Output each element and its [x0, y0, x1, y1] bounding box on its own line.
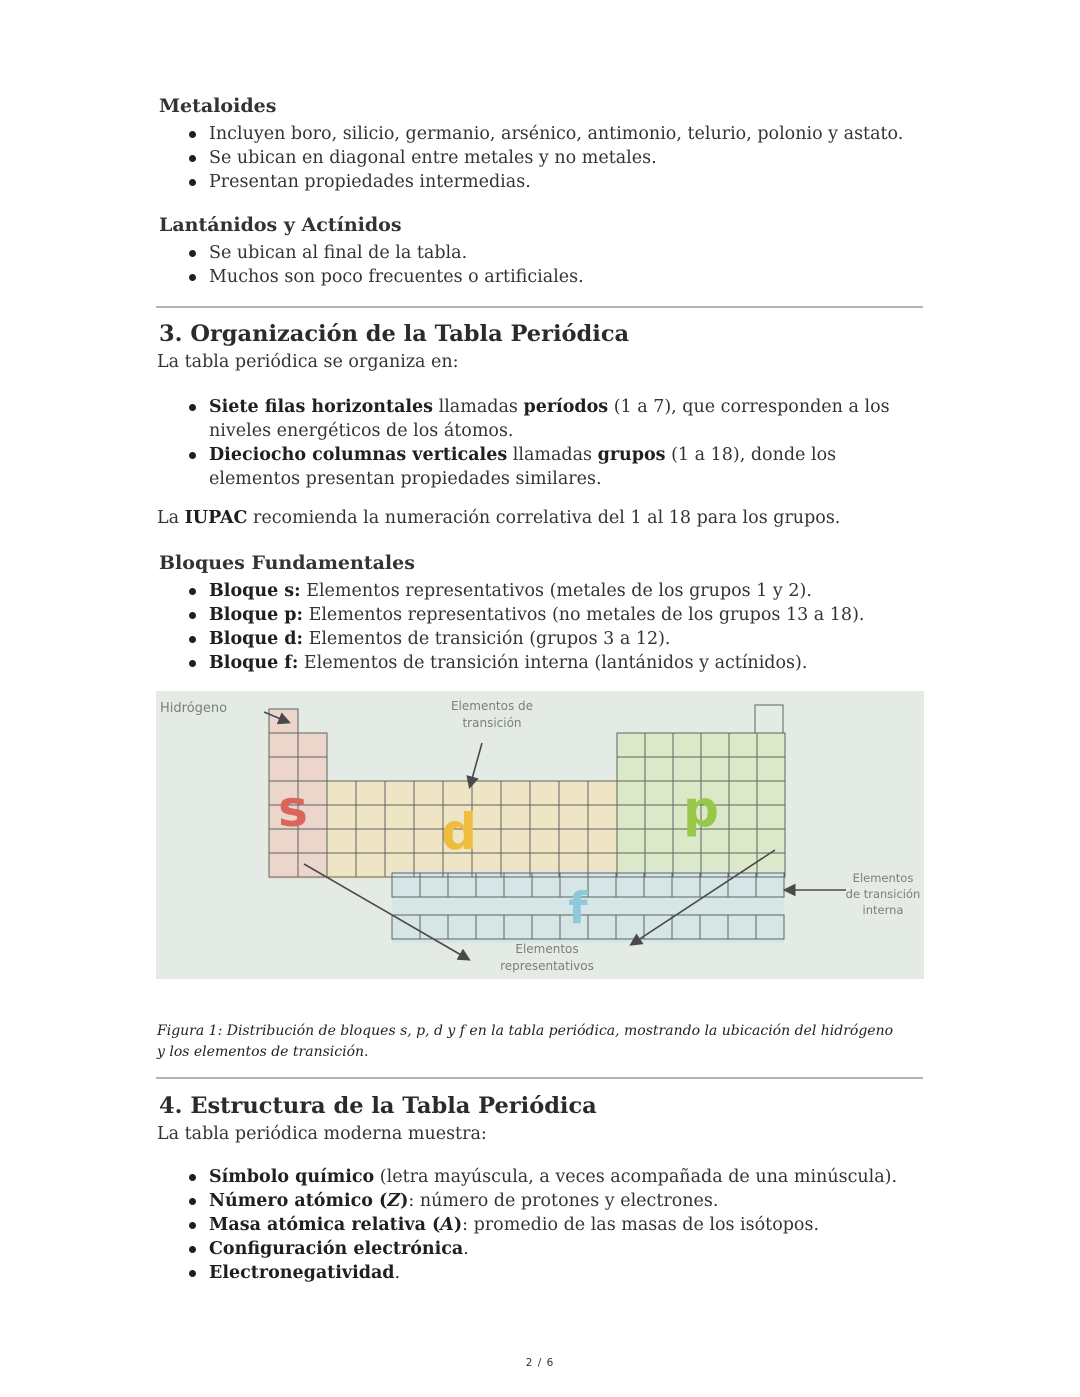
- list-item: [186, 627, 916, 651]
- text-run: : promedio de las masas de los isótopos.: [462, 1215, 820, 1235]
- text-run: La: [157, 508, 185, 528]
- text-run: (letra mayúscula, a veces acompañada de una minúscula).: [374, 1167, 898, 1187]
- block-f-letter: f: [568, 883, 588, 934]
- interna-label-line2: de transición: [845, 887, 921, 901]
- bold-term: Electronegatividad: [209, 1263, 395, 1283]
- list-item: [186, 1165, 916, 1189]
- block-p-letter: p: [683, 780, 719, 838]
- text-run: Elementos de transición (grupos 3 a 12).: [303, 629, 671, 649]
- bold-term: IUPAC: [184, 508, 248, 528]
- lantanidos-heading: Lantánidos y Actínidos: [159, 214, 402, 236]
- text-run: ): [453, 1215, 463, 1235]
- hidrogeno-label: Hidrógeno: [160, 701, 228, 716]
- list-item: [186, 395, 916, 443]
- bold-term: períodos: [523, 397, 609, 417]
- periodic-table-figure: [156, 691, 924, 979]
- interna-label-line3: interna: [862, 903, 904, 917]
- list-item: [186, 1237, 916, 1261]
- bold-term: Bloque f:: [209, 653, 299, 673]
- bold-term: Configuración electrónica: [209, 1239, 464, 1259]
- list-item: [186, 579, 916, 603]
- bold-term: [209, 1215, 462, 1235]
- representativos-label-line2: representativos: [500, 959, 594, 973]
- section-divider: [156, 306, 923, 308]
- bold-term: Símbolo químico: [209, 1167, 375, 1187]
- text-run: Elementos representativos (no metales de los grupos 13 a 18).: [303, 605, 865, 625]
- bloques-list: [186, 579, 916, 675]
- list-item: [186, 1189, 916, 1213]
- bold-term: Bloque d:: [209, 629, 303, 649]
- bold-term: Bloque p:: [209, 605, 303, 625]
- text-run: Elementos de transición interna (lantánidos y actínidos).: [298, 653, 808, 673]
- text-run: llamadas: [433, 397, 524, 417]
- metaloides-list: [186, 122, 916, 194]
- s-block-fill: [269, 709, 298, 733]
- text-run: Masa atómica relativa (: [209, 1215, 441, 1235]
- text-run: : número de protones y electrones.: [408, 1191, 719, 1211]
- page-number: 2 / 6: [525, 1357, 555, 1369]
- text-run: ): [400, 1191, 409, 1211]
- representativos-label-line1: Elementos: [515, 942, 579, 956]
- section-4-title: 4. Estructura de la Tabla Periódica: [159, 1093, 597, 1119]
- text-run: (1 a 18), donde los elementos presentan propiedades similares.: [209, 445, 837, 489]
- math-symbol: A: [440, 1215, 454, 1235]
- section-4-intro: La tabla periódica moderna muestra:: [157, 1124, 487, 1144]
- structure-list: [186, 1165, 916, 1285]
- organization-list: [186, 395, 916, 491]
- section-divider: [156, 1077, 923, 1079]
- text-run: recomienda la numeración correlativa del 1 al 18 para los grupos.: [247, 508, 841, 528]
- bloques-heading: Bloques Fundamentales: [159, 552, 415, 574]
- list-item: Se ubican al final de la tabla.: [186, 241, 916, 265]
- list-item: Muchos son poco frecuentes o artificiales.: [186, 265, 916, 289]
- lantanidos-list: [186, 241, 916, 289]
- bold-term: grupos: [597, 445, 666, 465]
- periodic-table-diagram: [156, 691, 924, 979]
- bold-term: Siete filas horizontales: [209, 397, 434, 417]
- text-run: Número atómico (: [209, 1191, 388, 1211]
- metaloides-heading: Metaloides: [159, 95, 277, 117]
- list-item: Se ubican en diagonal entre metales y no metales.: [186, 146, 916, 170]
- text-run: .: [394, 1263, 401, 1283]
- figure-caption: Figura 1: Distribución de bloques s, p, d y f en la tabla periódica, mostrando la ubicación del hidrógeno y los elementos de transición.: [157, 1023, 894, 1060]
- list-item: [186, 1213, 916, 1237]
- text-run: Elementos representativos (metales de los grupos 1 y 2).: [300, 581, 812, 601]
- text-run: llamadas: [507, 445, 598, 465]
- transicion-label-line1: Elementos de: [450, 699, 534, 713]
- list-item: [186, 443, 916, 491]
- bold-term: Dieciocho columnas verticales: [209, 445, 508, 465]
- bold-term: Bloque s:: [209, 581, 301, 601]
- transicion-label-line2: transición: [462, 716, 522, 730]
- section-3-title: 3. Organización de la Tabla Periódica: [159, 321, 630, 347]
- text-run: (1 a 7), que corresponden a los niveles energéticos de los átomos.: [209, 397, 890, 441]
- iupac-paragraph: [157, 508, 840, 528]
- text-run: .: [463, 1239, 469, 1259]
- list-item: [186, 651, 916, 675]
- math-symbol: Z: [387, 1191, 401, 1211]
- list-item: [186, 1261, 916, 1285]
- block-s-letter: s: [278, 780, 308, 838]
- list-item: Incluyen boro, silicio, germanio, arsénico, antimonio, telurio, polonio y astato.: [186, 122, 916, 146]
- list-item: Presentan propiedades intermedias.: [186, 170, 916, 194]
- block-d-letter: d: [441, 803, 477, 861]
- bold-term: [209, 1191, 408, 1211]
- section-3-intro: La tabla periódica se organiza en:: [157, 352, 459, 372]
- interna-label-line1: Elementos: [852, 871, 914, 885]
- list-item: [186, 603, 916, 627]
